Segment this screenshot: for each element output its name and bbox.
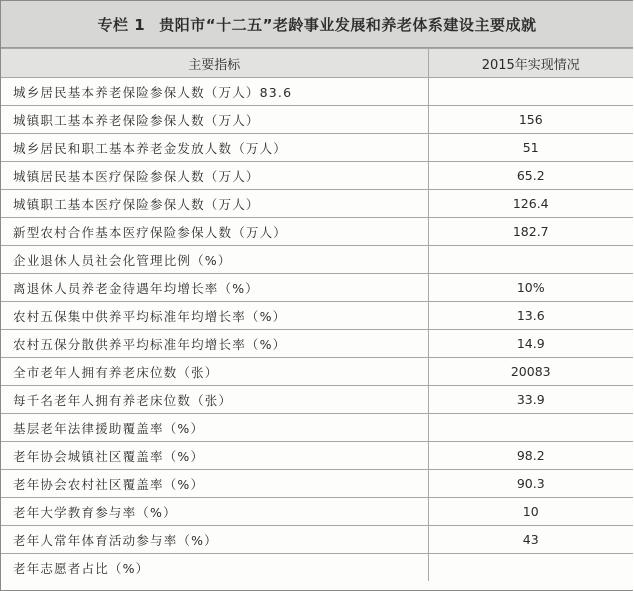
indicator-cell: 离退休人员养老金待遇年均增长率（%） <box>1 274 428 302</box>
table-row <box>1 498 633 526</box>
table-row <box>1 190 633 218</box>
title-text: 贵阳市“十二五”老龄事业发展和养老体系建设主要成就 <box>159 15 537 34</box>
value-cell: 33.9 <box>428 386 633 414</box>
value-cell: 126.4 <box>428 190 633 218</box>
indicator-cell: 农村五保集中供养平均标准年均增长率（%） <box>1 302 428 330</box>
table-row <box>1 134 633 162</box>
achievements-table <box>1 48 633 581</box>
value-cell: 10% <box>428 274 633 302</box>
table-row <box>1 218 633 246</box>
indicator-cell: 老年志愿者占比（%） <box>1 554 428 582</box>
value-cell: 182.7 <box>428 218 633 246</box>
table-row <box>1 358 633 386</box>
value-cell: 156 <box>428 106 633 134</box>
table-row <box>1 386 633 414</box>
table-row <box>1 78 633 106</box>
value-cell: 13.6 <box>428 302 633 330</box>
indicator-cell: 城乡居民基本养老保险参保人数（万人）83.6 <box>1 78 428 106</box>
table-body <box>1 78 633 582</box>
indicator-cell: 老年协会农村社区覆盖率（%） <box>1 470 428 498</box>
value-cell: 43 <box>428 526 633 554</box>
table-row <box>1 330 633 358</box>
value-cell: 10 <box>428 498 633 526</box>
page-title <box>98 14 537 35</box>
table-row <box>1 302 633 330</box>
value-cell: 65.2 <box>428 162 633 190</box>
table-row <box>1 162 633 190</box>
header-indicator: 主要指标 <box>1 49 428 78</box>
table-row <box>1 414 633 442</box>
value-cell: 90.3 <box>428 470 633 498</box>
value-cell <box>428 246 633 274</box>
indicator-cell: 老年大学教育参与率（%） <box>1 498 428 526</box>
indicator-cell: 城乡居民和职工基本养老金发放人数（万人） <box>1 134 428 162</box>
title-bar <box>1 1 633 48</box>
table-row <box>1 442 633 470</box>
table-row <box>1 106 633 134</box>
indicator-cell: 全市老年人拥有养老床位数（张） <box>1 358 428 386</box>
table-row <box>1 470 633 498</box>
indicator-cell: 城镇职工基本养老保险参保人数（万人） <box>1 106 428 134</box>
indicator-cell: 老年协会城镇社区覆盖率（%） <box>1 442 428 470</box>
value-cell: 14.9 <box>428 330 633 358</box>
table-row <box>1 274 633 302</box>
indicator-cell: 企业退休人员社会化管理比例（%） <box>1 246 428 274</box>
indicator-cell: 基层老年法律援助覆盖率（%） <box>1 414 428 442</box>
indicator-cell: 新型农村合作基本医疗保险参保人数（万人） <box>1 218 428 246</box>
indicator-cell: 每千名老年人拥有养老床位数（张） <box>1 386 428 414</box>
table-header-row <box>1 49 633 78</box>
header-2015: 2015年实现情况 <box>428 49 633 78</box>
column-label: 专栏 1 <box>97 15 146 34</box>
value-cell <box>428 554 633 582</box>
table-row <box>1 246 633 274</box>
value-cell <box>428 414 633 442</box>
indicator-cell: 城镇职工基本医疗保险参保人数（万人） <box>1 190 428 218</box>
value-cell: 98.2 <box>428 442 633 470</box>
value-cell: 51 <box>428 134 633 162</box>
value-cell <box>428 78 633 106</box>
indicator-cell: 老年人常年体育活动参与率（%） <box>1 526 428 554</box>
value-cell: 20083 <box>428 358 633 386</box>
indicator-cell: 农村五保分散供养平均标准年均增长率（%） <box>1 330 428 358</box>
indicator-cell: 城镇居民基本医疗保险参保人数（万人） <box>1 162 428 190</box>
table-row <box>1 526 633 554</box>
table-row <box>1 554 633 582</box>
